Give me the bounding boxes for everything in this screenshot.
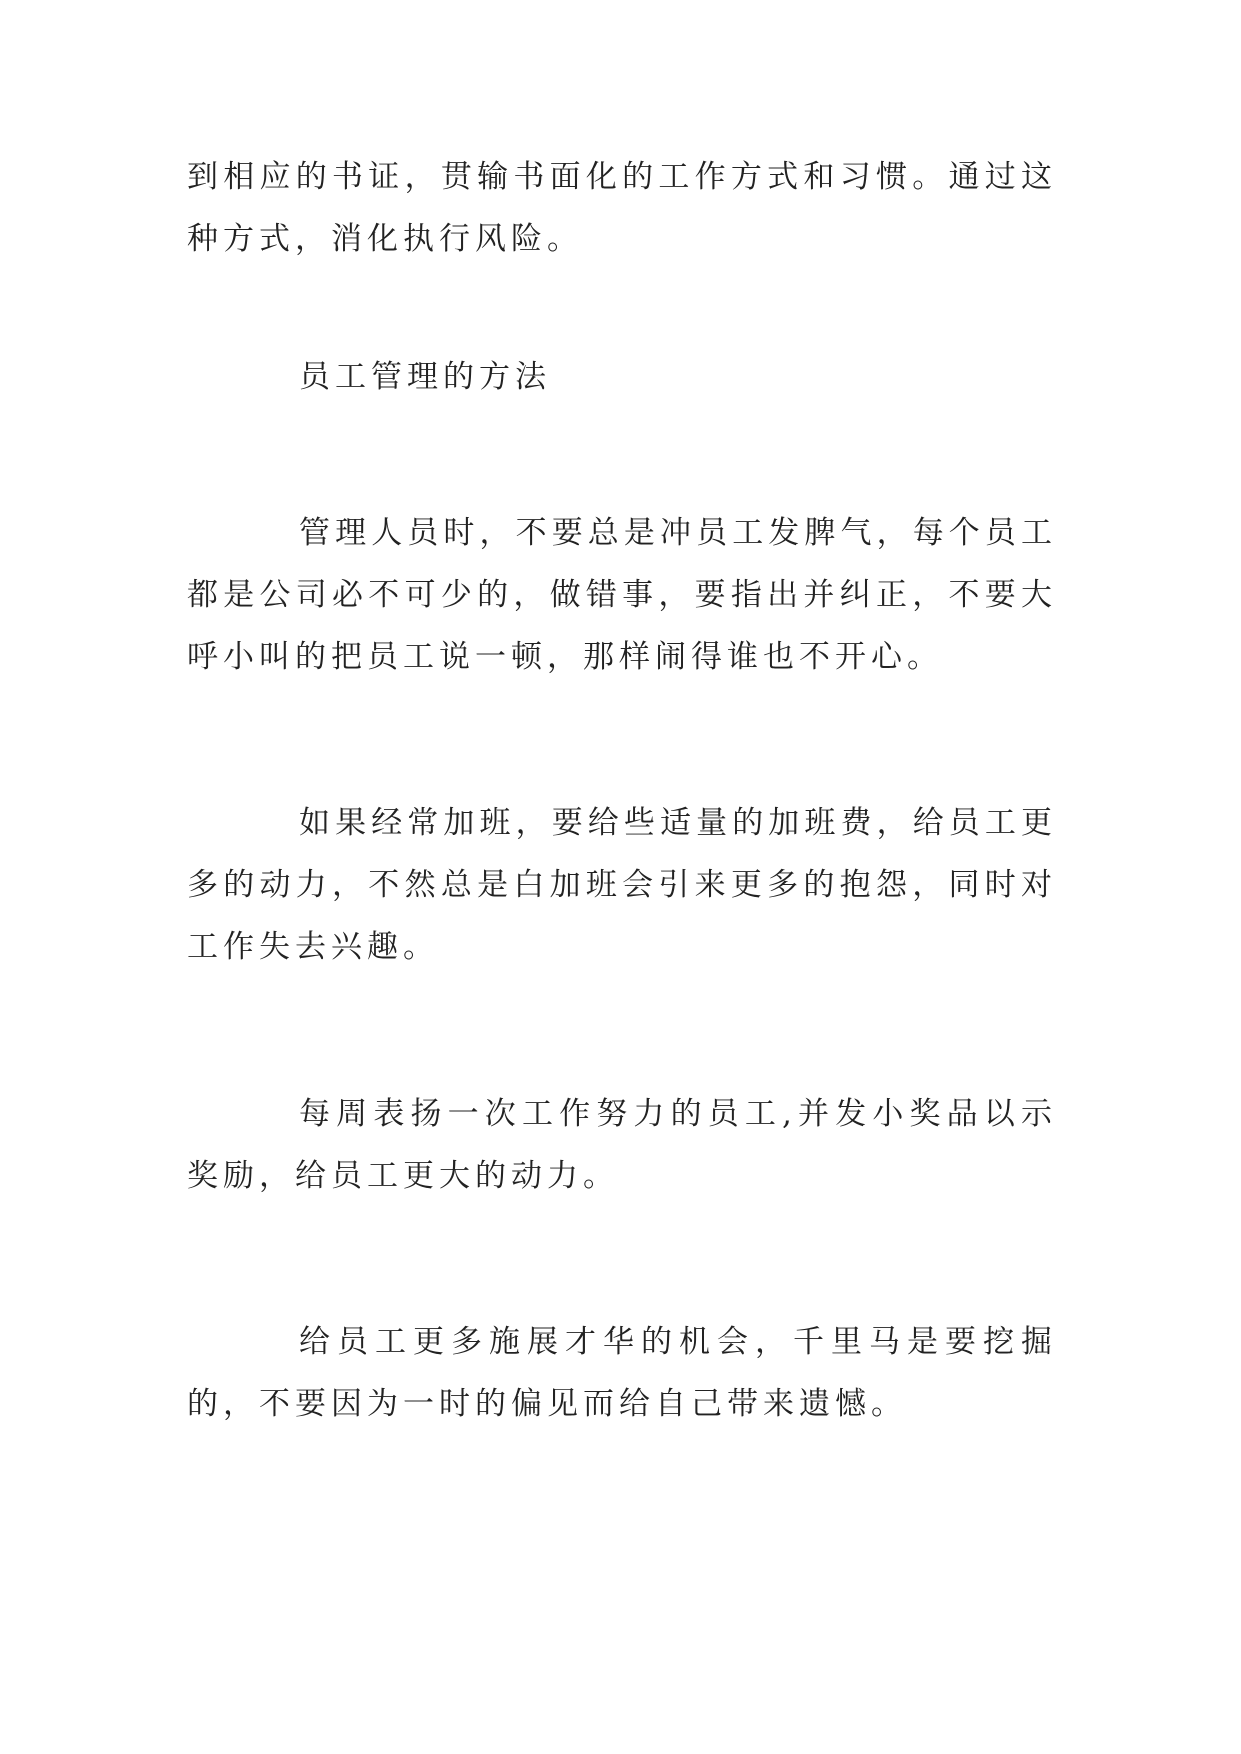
section-heading: 员工管理的方法 xyxy=(299,359,551,395)
paragraph: 如果经常加班，要给些适量的加班费，给员工更多的动力，不然总是白加班会引来更多的抱怨，同时对工作失去兴趣。 xyxy=(187,805,1057,965)
paragraph: 给员工更多施展才华的机会，千里马是要挖掘的，不要因为一时的偏见而给自己带来遗憾。 xyxy=(187,1324,1057,1422)
paragraph-continuation: 到相应的书证，贯输书面化的工作方式和习惯。通过这种方式，消化执行风险。 xyxy=(187,159,1057,257)
paragraph: 每周表扬一次工作努力的员工,并发小奖品以示奖励，给员工更大的动力。 xyxy=(187,1096,1057,1194)
paragraph: 管理人员时，不要总是冲员工发脾气，每个员工都是公司必不可少的，做错事，要指出并纠正，不要大呼小叫的把员工说一顿，那样闹得谁也不开心。 xyxy=(187,515,1057,675)
